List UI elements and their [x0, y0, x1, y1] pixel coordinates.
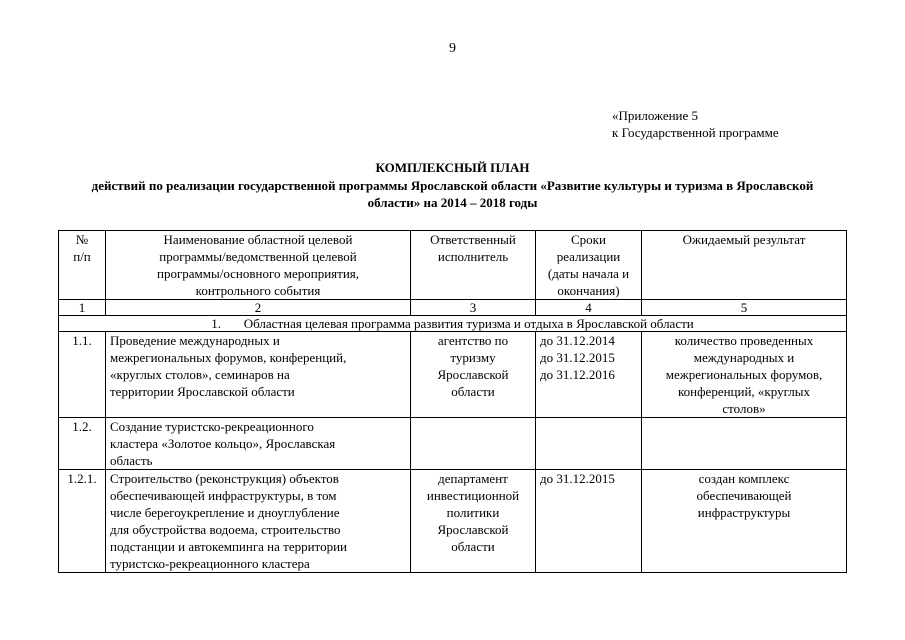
cell-line: для обустройства водоема, строительство [110, 522, 341, 537]
cell-line: столов» [722, 401, 766, 416]
cell-line: области [451, 384, 495, 399]
row-name [106, 470, 411, 573]
row-terms [536, 332, 642, 418]
row-executor [411, 332, 536, 418]
section-title: 1. Областная целевая программа развития туризма и отдыха в Ярославской области [59, 316, 847, 332]
row-num: 1.2.1. [59, 470, 106, 573]
cell-line: «круглых столов», семинаров на [110, 367, 290, 382]
cell-line: территории Ярославской области [110, 384, 295, 399]
cell-line: Проведение международных и [110, 333, 280, 348]
cell-line: межрегиональных форумов, [665, 367, 823, 382]
appendix-line-2: к Государственной программе [612, 125, 779, 140]
document-title: КОМПЛЕКСНЫЙ ПЛАН [375, 160, 530, 175]
cell-line: реализации [556, 249, 621, 264]
cell-line: межрегиональных форумов, конференций, [110, 350, 347, 365]
row-executor [411, 418, 536, 470]
cell-line: подстанции и автокемпинга на территории [110, 539, 347, 554]
cell-line: до 31.12.2016 [540, 367, 615, 382]
header-result [642, 231, 847, 300]
row-name [106, 332, 411, 418]
header-num [59, 231, 106, 300]
cell-line: международных и [693, 350, 795, 365]
cell-line: до 31.12.2015 [540, 350, 615, 365]
cell-line: обеспечивающей [696, 488, 792, 503]
row-terms [536, 470, 642, 573]
cell-line: Создание туристско-рекреационного [110, 419, 314, 434]
cell-line: № [75, 232, 89, 247]
appendix-note [612, 107, 779, 141]
cell-line: области [451, 539, 495, 554]
cell-line: Ярославской [437, 522, 509, 537]
cell-line: область [110, 453, 153, 468]
cell-line: обеспечивающей инфраструктуры, в том [110, 488, 337, 503]
cell-line: числе берегоукрепление и дноуглубление [110, 505, 340, 520]
row-result [642, 332, 847, 418]
column-number: 3 [411, 300, 536, 316]
column-number: 2 [106, 300, 411, 316]
cell-line: конференций, «круглых [678, 384, 810, 399]
table-row [59, 418, 847, 470]
cell-line: Ярославской [437, 367, 509, 382]
column-number: 1 [59, 300, 106, 316]
cell-line: политики [446, 505, 500, 520]
header-name [106, 231, 411, 300]
appendix-line-1: «Приложение 5 [612, 108, 699, 123]
cell-line: департамент [438, 471, 508, 486]
column-number: 4 [536, 300, 642, 316]
cell-line: создан комплекс [698, 471, 790, 486]
table-row [59, 470, 847, 573]
row-num: 1.2. [59, 418, 106, 470]
cell-line: (даты начала и [547, 266, 630, 281]
table-row [59, 332, 847, 418]
cell-line: окончания) [557, 283, 620, 298]
row-result [642, 418, 847, 470]
cell-line: контрольного события [195, 283, 321, 298]
cell-line: исполнитель [437, 249, 509, 264]
row-executor [411, 470, 536, 573]
cell-line: до 31.12.2015 [540, 471, 615, 486]
page-number: 9 [449, 41, 456, 56]
cell-line: туристско-рекреационного кластера [110, 556, 310, 571]
cell-line: до 31.12.2014 [540, 333, 615, 348]
section-row [59, 316, 847, 332]
row-name [106, 418, 411, 470]
row-num: 1.1. [59, 332, 106, 418]
cell-line: программы/ведомственной целевой [159, 249, 357, 264]
cell-line: агентство по [437, 333, 509, 348]
table-header-row [59, 231, 847, 300]
cell-line: инвестиционной [426, 488, 520, 503]
header-executor [411, 231, 536, 300]
cell-line: количество проведенных [674, 333, 814, 348]
cell-line: Ответственный [430, 232, 516, 247]
cell-line: Строительство (реконструкция) объектов [110, 471, 339, 486]
column-number: 5 [642, 300, 847, 316]
cell-line: Ожидаемый результат [682, 232, 806, 247]
cell-line: п/п [73, 249, 91, 264]
cell-line: инфраструктуры [697, 505, 791, 520]
cell-line: программы/основного мероприятия, [156, 266, 360, 281]
document-subtitle: действий по реализации государственной программы Ярославской области «Развитие культуры и туризма в Ярославской области» на 2014 – 2018 годы [91, 178, 814, 210]
row-terms [536, 418, 642, 470]
row-result [642, 470, 847, 573]
column-numbers-row [59, 300, 847, 316]
header-terms [536, 231, 642, 300]
cell-line: кластера «Золотое кольцо», Ярославская [110, 436, 336, 451]
cell-line: туризму [450, 350, 496, 365]
plan-table [58, 230, 847, 573]
cell-line: Сроки [571, 232, 606, 247]
cell-line: Наименование областной целевой [163, 232, 353, 247]
